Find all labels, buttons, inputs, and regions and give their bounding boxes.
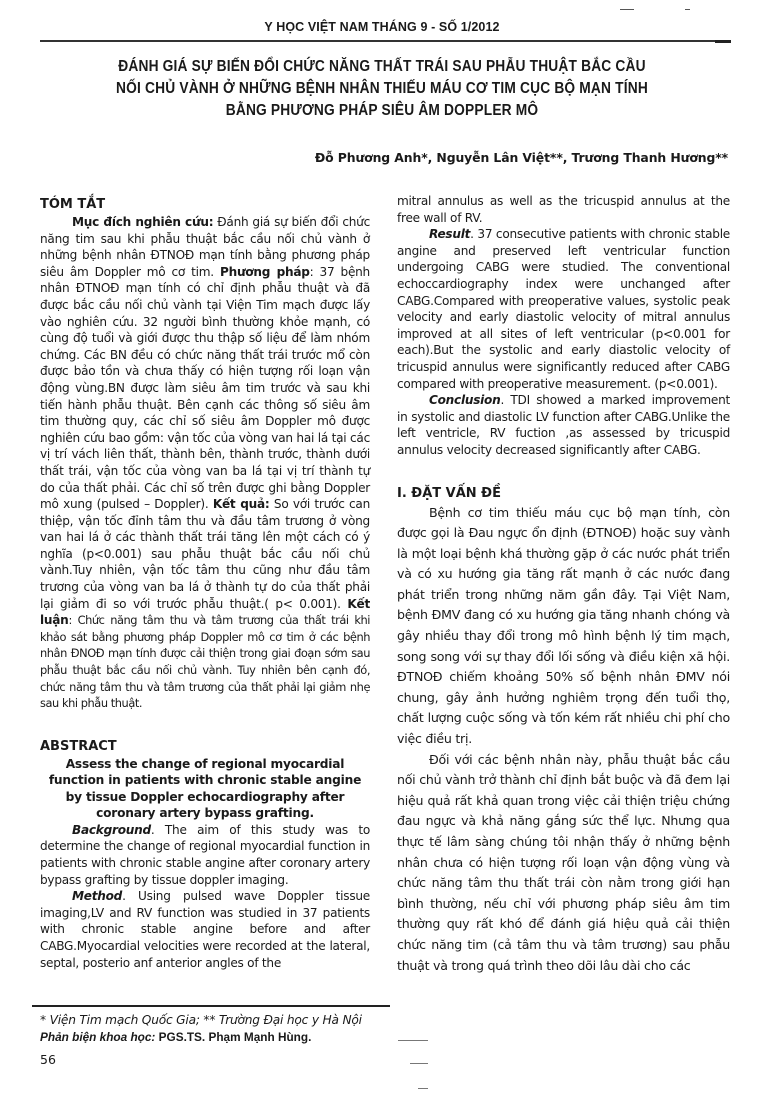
header-rule-tail — [715, 40, 731, 43]
scan-speck — [398, 1040, 428, 1041]
result-label-en: Result — [429, 227, 471, 242]
method-text: : 37 bệnh nhân ĐTNOĐ mạn tính có chỉ định phẫu thuật và đã được bắc cầu nối chủ vành tại Viện Tim mạch được lấy vào nghiên cứu. 32 người bình thường khỏe mạnh, có cùng độ tuổi và giới được thu thập số liệu để làm nhóm chứng. Các BN đều có chức năng thất trái trước mổ còn được bảo tồn và chưa thấy có hiện tượng rối loạn vận động vùng.BN được làm siêu âm tim trước và sau khi tiến hành phẫu thuật. Bên cạnh các thông số siêu âm tim thường quy, các chỉ số siêu âm Doppler mô được nghiên cứu bao gồm: vận tốc của vòng van hai lá tại các vị trí vách liên thất, thành bên, thành trước, thành dưới thất trái, vận tốc của vòng van ba lá tại vị trí thành tự do của thất phải. Các chỉ số trên được ghi bằng Doppler mô xung (pulsed – Doppler). — [40, 264, 370, 512]
summary-paragraph — [40, 214, 370, 712]
background-text: . The aim of this study was to determine the change of regional myocardial function in patients with chronic stable angine after coronary artery bypass grafting by tissue doppler imaging. — [40, 822, 370, 887]
running-header: Y HỌC VIỆT NAM THÁNG 9 - SỐ 1/2012 — [264, 20, 500, 34]
left-column — [40, 196, 370, 971]
abstract-title — [40, 756, 370, 822]
reviewer-label: Phản biện khoa học: — [40, 1030, 156, 1044]
result-paragraph — [397, 226, 730, 392]
method-paragraph — [40, 888, 370, 971]
result-label: Kết quả: — [212, 497, 270, 512]
author-list: Đỗ Phương Anh*, Nguyễn Lân Việt**, Trương Thanh Hương** — [314, 150, 728, 165]
scan-speck — [410, 1063, 428, 1064]
abstract-title-line: Assess the change of regional myocardial — [65, 756, 345, 771]
right-column — [397, 193, 730, 976]
abstract-title-line: by tissue Doppler echocardiography after — [65, 789, 345, 804]
abstract-title-line: function in patients with chronic stable angine — [48, 773, 362, 788]
objective-text: Đánh giá sự biến đổi chức năng tim sau khi phẫu thuật bắc cầu nối chủ vành ở những bệnh nhân ĐTNOĐ mạn tính bằng phương pháp siêu âm Doppler mô cơ tim. — [40, 215, 370, 279]
scan-mark — [685, 9, 690, 10]
affiliations-footnote: * Viện Tim mạch Quốc Gia; ** Trường Đại học y Hà Nội — [40, 1013, 362, 1027]
page-number: 56 — [40, 1052, 56, 1067]
title-line: ĐÁNH GIÁ SỰ BIẾN ĐỔI CHỨC NĂNG THẤT TRÁI SAU PHẪU THUẬT BẮC CẦU — [118, 58, 646, 75]
result-text: So với trước can thiệp, vận tốc đỉnh tâm thu và đầu tâm trương ở vòng van hai lá ở các thành thất trái tăng lên một cách có ý nghĩa (p<0.001) sau phẫu thuật bắc cầu nối chủ vành.Tuy nhiên, vận tốc tâm thu cũng như đầu tâm trương của vòng van ba lá ở thành tự do của thất phải lại giảm đi so với trước phẫu thuật.( p< 0.001). — [40, 497, 370, 611]
conclusion-label: Kết luận — [40, 596, 370, 628]
abstract-title-line: coronary artery bypass grafting. — [96, 806, 314, 821]
article-title — [88, 56, 676, 122]
footnote-rule — [32, 1005, 390, 1007]
intro-paragraph: Bệnh cơ tim thiếu máu cục bộ mạn tính, còn được gọi là Đau ngực ổn định (ĐTNOĐ) hoặc suy vành là một loại bệnh khá thường gặp ở các nước phát triển và có xu hướng gia tăng rất mạnh ở các nước đang phát triển trong những năm gần đây. Tại Việt Nam, bệnh ĐMV đang có xu hướng gia tăng nhanh chóng và gây nhiều thay đổi trong mô hình bệnh lý tim mạch, song song với sự thay đổi lối sống và điều kiện xã hội. ĐTNOĐ chiếm khoảng 50% số bệnh nhân ĐMV nói chung, gây ảnh hưởng nghiêm trọng đến tuổi thọ, chất lượng cuộc sống và tốn kém rất nhiều chi phí cho việc điều trị. — [397, 504, 730, 747]
conclusion-text: : Chức năng tâm thu và tâm trương của thất trái khi khảo sát bằng phương pháp Doppler mô cơ tim ở các bệnh nhân ĐNOĐ mạn tính được cải thiện trong giai đoạn sớm sau phẫu thuật bắc cầu nối chủ vành. Tuy nhiên bên cạnh đó, chức năng tâm thu và tâm trương của thất phải lại giảm nhẹ sau khi phẫu thuật. — [40, 613, 370, 711]
method-text-en: . Using pulsed wave Doppler tissue imaging,LV and RV function was studied in 37 patients with chronic stable angine before and after CABG.Myocardial velocities were recorded at the lateral, septal, posterio anf anterior angles of the — [40, 889, 370, 970]
scan-mark — [620, 9, 634, 10]
background-label: Background — [72, 822, 151, 837]
header-rule — [40, 40, 730, 42]
conclusion-label-en: Conclusion — [429, 393, 501, 408]
background-paragraph — [40, 822, 370, 888]
title-line: BẰNG PHƯƠNG PHÁP SIÊU ÂM DOPPLER MÔ — [225, 102, 539, 119]
introduction-heading: I. ĐẶT VẤN ĐỀ — [397, 485, 501, 501]
result-text-en: . 37 consecutive patients with chronic stable angine and preserved left ventricular function undergoing CABG were studied. The conventional echoccardiography index were unchanged after CABG.Compared with preoperative values, systolic peak velocity and early diastolic velocity of mitral annulus improved at all sites of left ventricular (p<0.001 for each).But the systolic and early diastolic velocity of tricuspid annulus were significantly reduced after CABG compared with preoperative measurement. (p<0.001). — [397, 227, 730, 391]
title-line: NỐI CHỦ VÀNH Ở NHỮNG BỆNH NHÂN THIẾU MÁU CƠ TIM CỤC BỘ MẠN TÍNH — [116, 80, 648, 97]
objective-label: Mục đích nghiên cứu: — [72, 215, 214, 229]
scan-speck — [418, 1088, 428, 1089]
conclusion-paragraph — [397, 392, 730, 458]
reviewer-line — [40, 1030, 311, 1044]
method-continuation: mitral annulus as well as the tricuspid annulus at the free wall of RV. — [397, 194, 730, 225]
abstract-heading: ABSTRACT — [40, 738, 117, 754]
intro-paragraph: Đối với các bệnh nhân này, phẫu thuật bắc cầu nối chủ vành trở thành chỉ định bắt buộc và đã đem lại hiệu quả rất khả quan trong việc cải thiện triệu chứng đau ngực và khả năng gắng sức thể lực. Nhưng qua thực tế lâm sàng chúng tôi nhận thấy ở những bệnh nhân chưa có hiện tượng rối loạn vận động vùng và chức năng tâm thu thất trái còn nằm trong giới hạn bình thường, nếu chỉ với phương pháp siêu âm tim thường quy rất khó để đánh giá hiệu quả cải thiện chức năng tim (cả tâm thu và tâm trương) sau phẫu thuật và trong quá trình theo dõi lâu dài cho các — [397, 751, 730, 973]
conclusion-text-en: . TDI showed a marked improvement in systolic and diastolic LV function after CABG.Unlike the left ventricle, RV fuction ,as assessed by tricuspid annulus velocity decreased significantly after CABG. — [397, 393, 730, 457]
method-label: Phương pháp — [219, 264, 310, 279]
summary-heading: TÓM TẮT — [40, 197, 106, 212]
method-label-en: Method — [72, 889, 123, 904]
reviewer-name: PGS.TS. Phạm Mạnh Hùng. — [155, 1030, 312, 1044]
